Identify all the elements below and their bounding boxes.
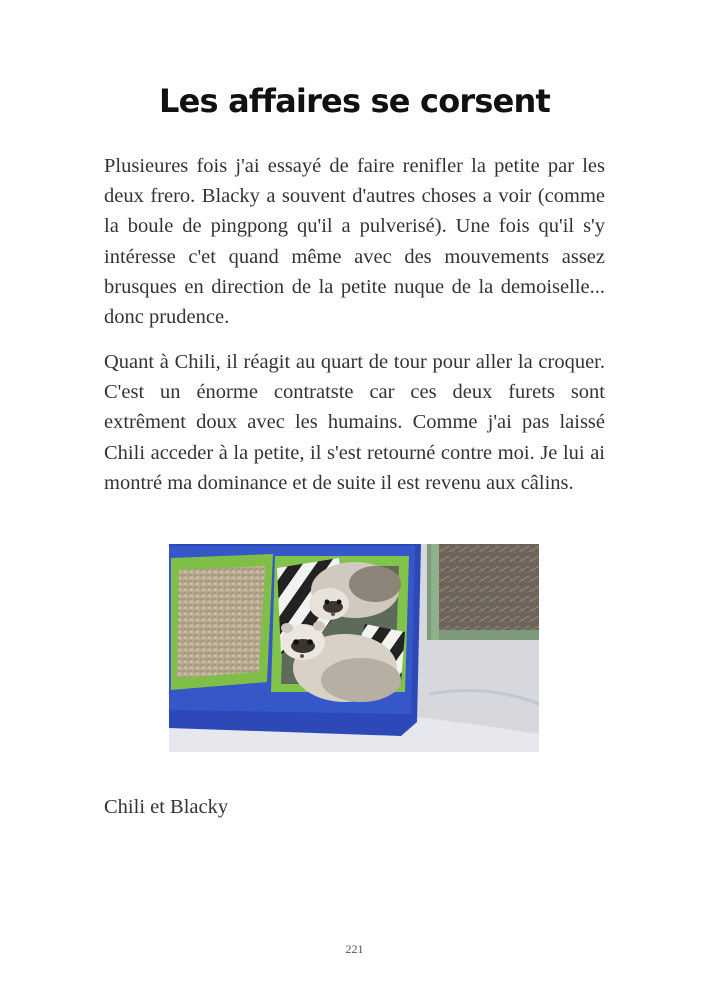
page-number: 221 [345, 942, 364, 956]
ferrets-photo [169, 544, 539, 752]
paragraph-1: Plusieures fois j'ai essayé de faire renifler la petite par les deux frero. Blacky a souvent d'autres choses a voir (comme la boule de pingpong qu'il a pulverisé). Une fois qu'il s'y intéresse c'et quand même avec des mouvements assez brusques en direction de la petite nuque de la demoiselle... donc prudence. [104, 155, 605, 329]
page-title: Les affaires se corsent [158, 82, 550, 120]
photo-caption: Chili et Blacky [104, 796, 229, 818]
paragraph-2: Quant à Chili, il réagit au quart de tour pour aller la croquer. C'est un énorme contratste car ces deux furets sont extrêment doux avec les humains. Comme j'ai pas laissé Chili acceder à la petite, il s'est retourné contre moi. Je lui ai montré ma dominance et de suite il est revenu aux câlins. [104, 351, 605, 494]
